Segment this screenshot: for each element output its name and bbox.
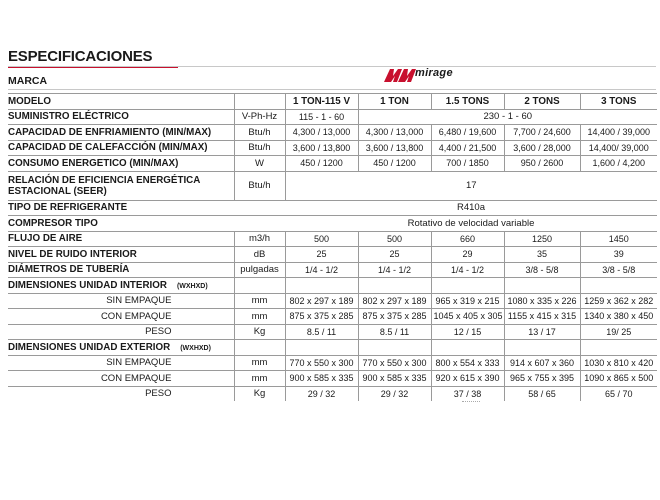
column-header: 1.5 TONS <box>431 94 504 110</box>
value-cell: 12 / 15 <box>431 324 504 340</box>
row-label: PESO <box>145 388 172 400</box>
value-cell: 965 x 755 x 395 <box>504 371 580 387</box>
row-label: CON EMPAQUE <box>8 371 234 387</box>
unit-cell: mm <box>234 309 285 325</box>
section-label <box>8 278 234 294</box>
value-cell: 3,600 / 13,800 <box>358 140 431 156</box>
row-label: COMPRESOR TIPO <box>8 216 234 232</box>
row-label: SIN EMPAQUE <box>8 355 234 371</box>
page-title: ESPECIFICACIONES <box>8 48 153 65</box>
table-row <box>8 125 657 141</box>
value-cell: 875 x 375 x 285 <box>358 309 431 325</box>
value-cell: 14,400 / 39,000 <box>580 125 657 141</box>
value-cell: 25 <box>358 247 431 263</box>
section-header-row <box>8 340 657 356</box>
unit-cell: W <box>234 156 285 172</box>
table-row <box>8 171 657 200</box>
value-cell: 37 / 38 <box>431 386 504 401</box>
value-cell: 802 x 297 x 189 <box>285 293 358 309</box>
row-label: MODELO <box>8 94 234 110</box>
value-cell: 8.5 / 11 <box>285 324 358 340</box>
logo-text: mirage <box>415 67 453 79</box>
table-row <box>8 200 657 216</box>
value-cell: Rotativo de velocidad variable <box>285 216 657 232</box>
value-cell: 14,400/ 39,000 <box>580 140 657 156</box>
value-cell: 4,400 / 21,500 <box>431 140 504 156</box>
value-cell: 914 x 607 x 360 <box>504 355 580 371</box>
value-cell: 17 <box>285 171 657 200</box>
divider <box>8 66 656 67</box>
column-header: 2 TONS <box>504 94 580 110</box>
value-cell: 29 <box>431 247 504 263</box>
spec-table <box>8 93 657 401</box>
value-cell: 660 <box>431 231 504 247</box>
table-header-row <box>8 94 657 110</box>
row-label: CAPACIDAD DE CALEFACCIÓN (MIN/MAX) <box>8 140 234 156</box>
value-cell: 450 / 1200 <box>285 156 358 172</box>
table-row <box>8 231 657 247</box>
value-cell: 1/4 - 1/2 <box>431 262 504 278</box>
value-cell: 1090 x 865 x 500 <box>580 371 657 387</box>
column-header: 3 TONS <box>580 94 657 110</box>
value-cell: 1340 x 380 x 450 <box>580 309 657 325</box>
dimension-tag: (WXHXD) <box>176 282 208 290</box>
unit-cell: mm <box>234 293 285 309</box>
unit-cell: pulgadas <box>234 262 285 278</box>
value-cell: 965 x 319 x 215 <box>431 293 504 309</box>
value-cell: 770 x 550 x 300 <box>358 355 431 371</box>
value-cell: 65 / 70 <box>580 386 657 401</box>
value-cell: 1,600 / 4,200 <box>580 156 657 172</box>
unit-cell: V-Ph-Hz <box>234 109 285 125</box>
unit-cell: mm <box>234 371 285 387</box>
column-header: 1 TON <box>358 94 431 110</box>
table-row <box>8 324 657 340</box>
table-row <box>8 355 657 371</box>
row-label: NIVEL DE RUIDO INTERIOR <box>8 247 234 263</box>
section-title: DIMENSIONES UNIDAD EXTERIOR <box>8 341 171 353</box>
table-row <box>8 309 657 325</box>
value-cell: 875 x 375 x 285 <box>285 309 358 325</box>
unit-cell: Btu/h <box>234 140 285 156</box>
value-cell: 1/4 - 1/2 <box>358 262 431 278</box>
brand-label: MARCA <box>8 75 48 87</box>
table-row <box>8 140 657 156</box>
section-label <box>8 340 234 356</box>
value-cell: 230 - 1 - 60 <box>358 109 657 125</box>
unit-cell <box>234 200 285 216</box>
value-cell: 802 x 297 x 189 <box>358 293 431 309</box>
value-cell: 8.5 / 11 <box>358 324 431 340</box>
value-cell: 19/ 25 <box>580 324 657 340</box>
value-cell: 39 <box>580 247 657 263</box>
value-cell: 800 x 554 x 333 <box>431 355 504 371</box>
row-label: DIÁMETROS DE TUBERÍA <box>8 262 234 278</box>
value-cell: 4,300 / 13,000 <box>285 125 358 141</box>
divider <box>8 89 656 90</box>
row-label: SIN EMPAQUE <box>8 293 234 309</box>
unit-cell: Kg <box>234 324 285 340</box>
row-label: PESO <box>8 324 234 340</box>
table-row <box>8 386 657 401</box>
value-cell: 770 x 550 x 300 <box>285 355 358 371</box>
value-cell: 900 x 585 x 335 <box>358 371 431 387</box>
unit-cell: Kg <box>234 386 285 401</box>
value-cell: 3/8 - 5/8 <box>580 262 657 278</box>
unit-cell: dB <box>234 247 285 263</box>
value-cell: 115 - 1 - 60 <box>285 109 358 125</box>
row-label: CON EMPAQUE <box>8 309 234 325</box>
column-header: 1 TON-115 V <box>285 94 358 110</box>
value-cell: 500 <box>358 231 431 247</box>
row-label: TIPO DE REFRIGERANTE <box>8 200 234 216</box>
value-cell: 1450 <box>580 231 657 247</box>
value-cell: 1080 x 335 x 226 <box>504 293 580 309</box>
row-label: SUMINISTRO ELÉCTRICO <box>8 109 234 125</box>
value-cell: 25 <box>285 247 358 263</box>
dimension-tag: (WXHXD) <box>180 344 211 352</box>
value-cell: 35 <box>504 247 580 263</box>
table-row <box>8 371 657 387</box>
value-cell: 3,600 / 28,000 <box>504 140 580 156</box>
row-label: CAPACIDAD DE ENFRIAMIENTO (MIN/MAX) <box>8 125 234 141</box>
table-row <box>8 156 657 172</box>
table-row <box>8 216 657 232</box>
value-cell: 1045 x 405 x 305 <box>431 309 504 325</box>
value-cell: 3/8 - 5/8 <box>504 262 580 278</box>
value-cell: 3,600 / 13,800 <box>285 140 358 156</box>
value-cell: 920 x 615 x 390 <box>431 371 504 387</box>
value-cell: 950 / 2600 <box>504 156 580 172</box>
section-title: DIMENSIONES UNIDAD INTERIOR <box>8 279 167 291</box>
value-cell: 1250 <box>504 231 580 247</box>
unit-cell <box>234 216 285 232</box>
unit-cell: m3/h <box>234 231 285 247</box>
unit-cell: Btu/h <box>234 171 285 200</box>
value-cell: 13 / 17 <box>504 324 580 340</box>
value-cell: 1/4 - 1/2 <box>285 262 358 278</box>
value-cell: 58 / 65 <box>504 386 580 401</box>
value-cell: R410a <box>285 200 657 216</box>
value-cell: 450 / 1200 <box>358 156 431 172</box>
value-cell: 6,480 / 19,600 <box>431 125 504 141</box>
row-label: RELACIÓN DE EFICIENCIA ENERGÉTICA ESTACIONAL (SEER) <box>8 171 234 200</box>
value-cell: 700 / 1850 <box>431 156 504 172</box>
value-cell: 1155 x 415 x 315 <box>504 309 580 325</box>
section-header-row <box>8 278 657 294</box>
decorative-dots <box>462 401 480 404</box>
row-label: CONSUMO ENERGETICO (MIN/MAX) <box>8 156 234 172</box>
value-cell: 4,300 / 13,000 <box>358 125 431 141</box>
unit-cell: Btu/h <box>234 125 285 141</box>
table-row <box>8 247 657 263</box>
value-cell: 29 / 32 <box>358 386 431 401</box>
value-cell: 7,700 / 24,600 <box>504 125 580 141</box>
value-cell: 900 x 585 x 335 <box>285 371 358 387</box>
value-cell: 29 / 32 <box>285 386 358 401</box>
value-cell: 500 <box>285 231 358 247</box>
value-cell: 1030 x 810 x 420 <box>580 355 657 371</box>
row-label: FLUJO DE AIRE <box>8 231 234 247</box>
table-row <box>8 262 657 278</box>
table-row <box>8 109 657 125</box>
unit-cell: mm <box>234 355 285 371</box>
unit-cell <box>234 94 285 110</box>
table-row <box>8 293 657 309</box>
value-cell: 1259 x 362 x 282 <box>580 293 657 309</box>
